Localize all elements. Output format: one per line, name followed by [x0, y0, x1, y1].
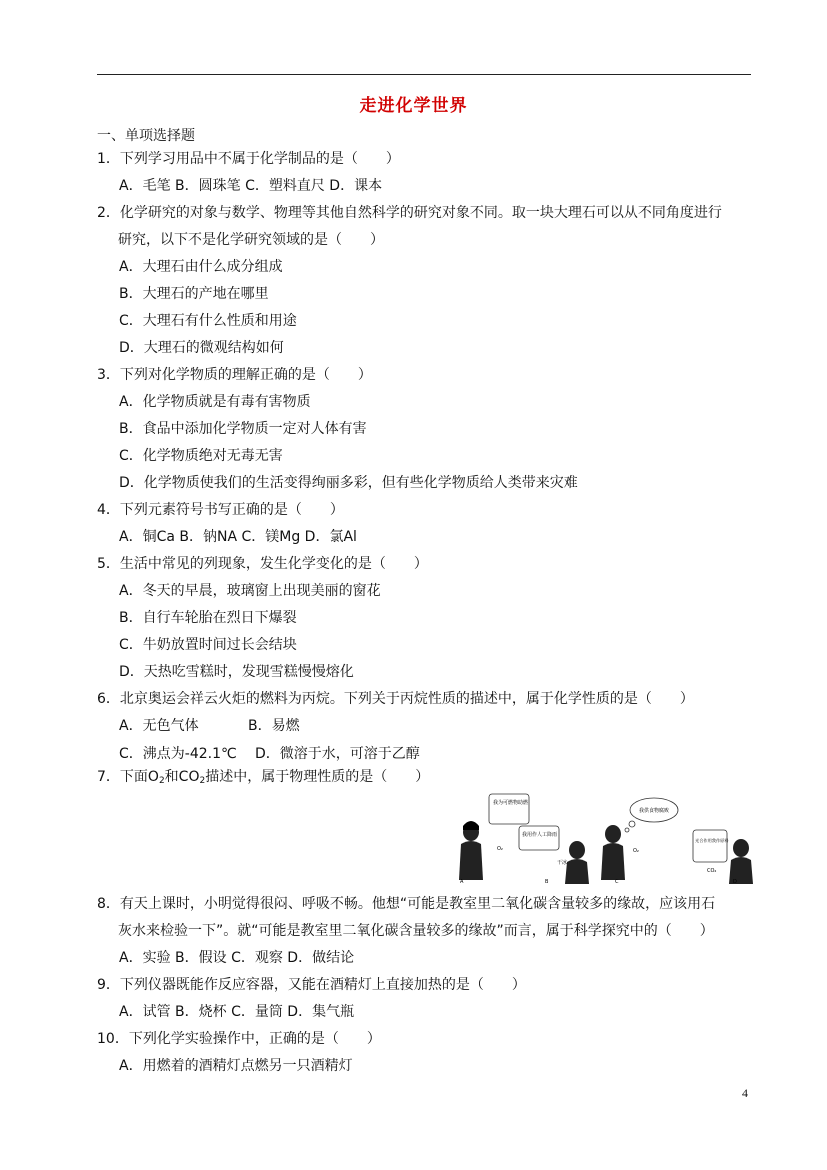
q7-text-mid: 和CO: [164, 769, 200, 785]
figure-label-c: C: [615, 879, 619, 884]
question-9-stem: 9．下列仪器既能作反应容器，又能在酒精灯上直接加热的是（ ）: [97, 977, 526, 993]
q7-sub-1: 2: [158, 776, 165, 786]
bubble-b-text: 我用作人工降雨: [522, 832, 558, 838]
bubble-b: [519, 826, 559, 850]
bubble-a-text: 我为可燃物助燃: [493, 800, 529, 806]
question-5-stem: 5．生活中常见的列现象，发生化学变化的是（ ）: [97, 556, 428, 572]
bubble-d: [693, 830, 727, 862]
o2-label-c: O₂: [633, 848, 639, 854]
figure-label-b: B: [545, 879, 549, 884]
co2-label-d: CO₂: [707, 868, 717, 874]
question-5-option-a: A．冬天的早晨，玻璃窗上出现美丽的窗花: [119, 583, 381, 599]
q7-sub-2: 2: [199, 776, 206, 786]
question-3-option-b: B．食品中添加化学物质一定对人体有害: [119, 421, 367, 437]
question-6-option-c: C．沸点为-42.1℃: [119, 746, 237, 762]
question-6-option-d: D．微溶于水，可溶于乙醇: [255, 746, 420, 762]
person-a: [459, 821, 483, 880]
o2-label-a: O₂: [497, 846, 503, 852]
question-3-stem: 3．下列对化学物质的理解正确的是（ ）: [97, 367, 372, 383]
question-6-option-a: A．无色气体: [119, 718, 199, 734]
question-7-stem: [97, 768, 429, 786]
header-rule: [97, 74, 751, 75]
person-c: [601, 825, 625, 880]
question-4-stem: 4．下列元素符号书写正确的是（ ）: [97, 502, 344, 518]
question-2-option-c: C．大理石有什么性质和用途: [119, 313, 297, 329]
figure-label-a: A: [460, 879, 464, 884]
question-7-figure: [457, 792, 755, 884]
figure-label-d: D: [733, 879, 737, 884]
question-8-stem-line2: 灰水来检验一下”。就“可能是教室里二氧化碳含量较多的缘故”而言，属于科学探究中的（ ）: [118, 923, 714, 939]
question-10-stem: 10．下列化学实验操作中，正确的是（ ）: [97, 1031, 381, 1047]
question-2-stem-line2: 研究，以下不是化学研究领域的是（ ）: [118, 232, 384, 248]
dry-ice-label: 干冰: [557, 860, 568, 866]
question-5-option-b: B．自行车轮胎在烈日下爆裂: [119, 610, 297, 626]
question-5-option-d: D．天热吃雪糕时，发现雪糕慢慢熔化: [119, 664, 354, 680]
question-8-options: A．实验 B．假设 C．观察 D．做结论: [119, 950, 355, 966]
section-heading: 一、单项选择题: [97, 128, 195, 144]
question-8-stem-line1: 8．有天上课时，小明觉得很闷、呼吸不畅。他想“可能是教室里二氧化碳含量较多的缘故，应该用石: [97, 896, 716, 912]
question-4-options: A．铜Ca B．钠NA C．镁Mg D．氯Al: [119, 529, 357, 545]
bubble-a: [489, 794, 529, 824]
question-10-option-a: A．用燃着的酒精灯点燃另一只酒精灯: [119, 1058, 353, 1074]
question-6-option-b: B．易燃: [248, 718, 300, 734]
page-title: 走进化学世界: [359, 96, 468, 116]
question-6-stem: 6．北京奥运会祥云火炬的燃料为丙烷。下列关于丙烷性质的描述中，属于化学性质的是（ ）: [97, 691, 694, 707]
question-2-option-a: A．大理石由什么成分组成: [119, 259, 283, 275]
page-number: 4: [742, 1086, 748, 1100]
person-d: [729, 839, 753, 884]
question-5-option-c: C．牛奶放置时间过长会结块: [119, 637, 297, 653]
question-2-option-b: B．大理石的产地在哪里: [119, 286, 269, 302]
question-2-option-d: D．大理石的微观结构如何: [119, 340, 284, 356]
question-3-option-d: D．化学物质使我们的生活变得绚丽多彩，但有些化学物质给人类带来灾难: [119, 475, 578, 491]
bubble-d-text: 光合作用我作原料: [695, 838, 729, 843]
question-3-option-a: A．化学物质就是有毒有害物质: [119, 394, 311, 410]
bubble-c-text: 我供食物腐败: [639, 808, 670, 814]
question-1-stem: 1．下列学习用品中不属于化学制品的是（ ）: [97, 151, 400, 167]
question-2-stem-line1: 2．化学研究的对象与数学、物理等其他自然科学的研究对象不同。取一块大理石可以从不同角度进行: [97, 205, 722, 221]
q7-text-pre: 7．下面O: [97, 769, 159, 785]
question-1-options: A．毛笔 B．圆珠笔 C．塑料直尺 D．课本: [119, 178, 383, 194]
q7-text-post: 描述中，属于物理性质的是（ ）: [205, 769, 430, 785]
question-9-options: A．试管 B．烧杯 C．量筒 D．集气瓶: [119, 1004, 355, 1020]
question-3-option-c: C．化学物质绝对无毒无害: [119, 448, 283, 464]
person-b: [565, 841, 589, 884]
